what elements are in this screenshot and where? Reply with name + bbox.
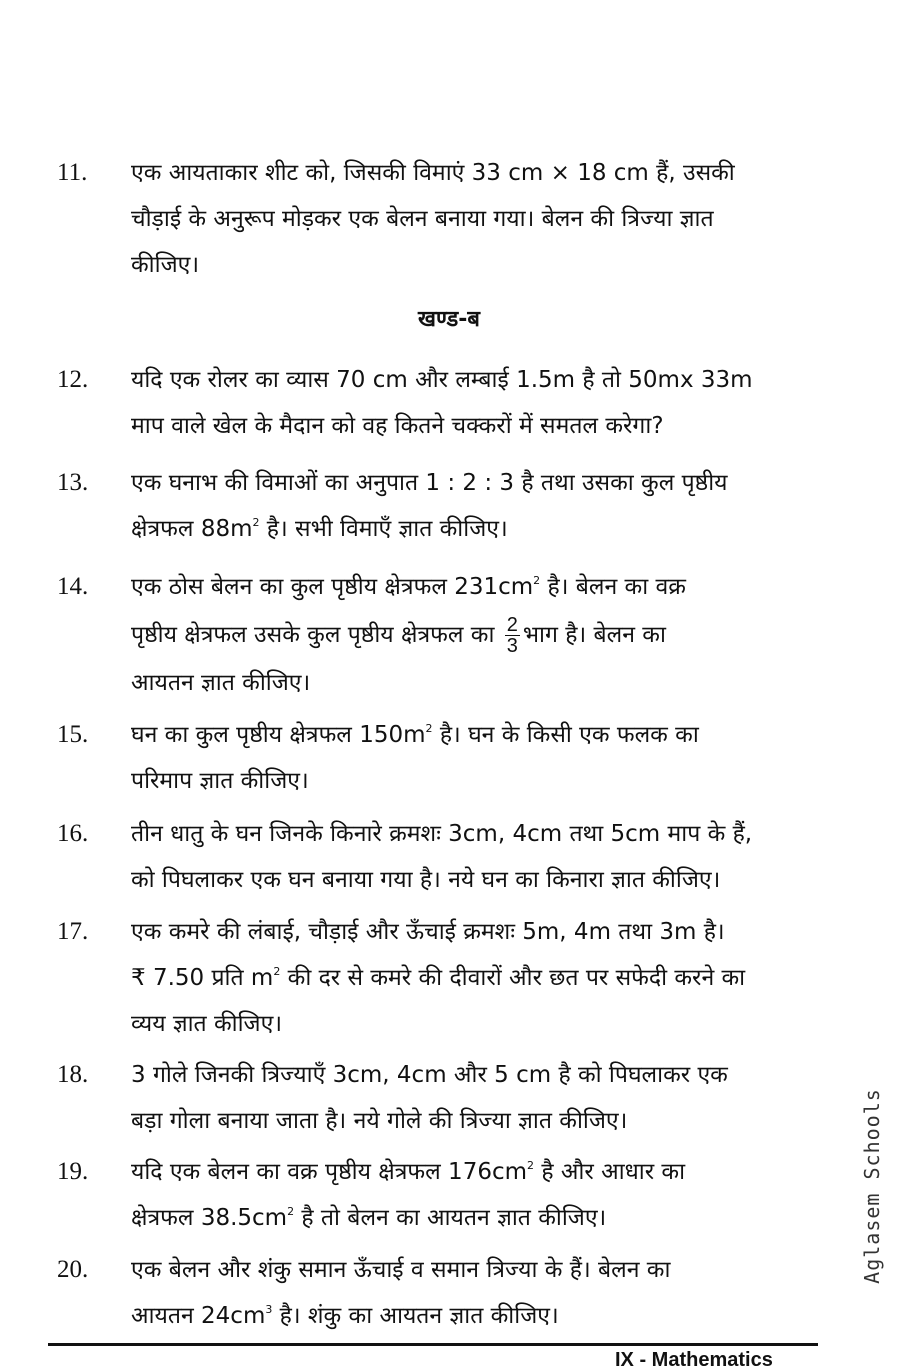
text-line: एक घनाभ की विमाओं का अनुपात 1 : 2 : 3 है तथा उसका कुल पृष्ठीय [131, 470, 728, 496]
section-heading: खण्ड-ब [418, 307, 480, 332]
text-line: ₹ 7.50 प्रति $m^2$ की दर से कमरे की दीवारों और छत पर सफेदी करने का [131, 965, 746, 991]
question-number: 15. [57, 721, 89, 748]
question-text [131, 1247, 811, 1339]
question-text [131, 357, 811, 449]
text-line: पृष्ठीय क्षेत्रफल उसके कुल पृष्ठीय क्षेत्रफल का $\frac{2}{3}$ भाग है। बेलन का [131, 614, 666, 657]
fraction: $\frac{2}{3}$ [506, 614, 518, 657]
question-text [131, 712, 811, 804]
question-text [131, 1052, 811, 1144]
text-line: माप वाले खेल के मैदान को वह कितने चक्करों में समतल करेगा? [131, 413, 664, 439]
text-line: एक कमरे की लंबाई, चौड़ाई और ऊँचाई क्रमशः 5m, 4m तथा 3m है। [131, 919, 725, 945]
question-number: 19. [57, 1158, 89, 1185]
text-line: आयतन ज्ञात कीजिए। [131, 670, 311, 696]
question-number: 16. [57, 820, 89, 847]
question-text [131, 1149, 811, 1241]
question-number: 12. [57, 366, 89, 393]
question-text [131, 150, 811, 288]
watermark-text: Aglasem Schools [860, 1088, 884, 1284]
question-number: 11. [57, 159, 88, 186]
text-line: घन का कुल पृष्ठीय क्षेत्रफल $150m^2$ है। घन के किसी एक फलक का [131, 722, 699, 748]
question-text [131, 811, 811, 903]
text-line: परिमाप ज्ञात कीजिए। [131, 768, 309, 794]
text-line: यदि एक बेलन का वक्र पृष्ठीय क्षेत्रफल $176cm^2$ है और आधार का [131, 1159, 686, 1185]
text-line: तीन धातु के घन जिनके किनारे क्रमशः 3cm, 4cm तथा 5cm माप के हैं, [131, 821, 753, 847]
question-number: 14. [57, 573, 89, 600]
text-line: क्षेत्रफल $88m^2$ है। सभी विमाएँ ज्ञात कीजिए। [131, 516, 508, 542]
text-line: आयतन $24cm^3$ है। शंकु का आयतन ज्ञात कीजिए। [131, 1303, 559, 1329]
text-line: चौड़ाई के अनुरूप मोड़कर एक बेलन बनाया गया। बेलन की त्रिज्या ज्ञात [131, 206, 714, 232]
question-number: 18. [57, 1061, 89, 1088]
question-text [131, 564, 811, 706]
text-line: क्षेत्रफल $38.5cm^2$ है तो बेलन का आयतन ज्ञात कीजिए। [131, 1205, 607, 1231]
text-line: एक बेलन और शंकु समान ऊँचाई व समान त्रिज्या के हैं। बेलन का [131, 1257, 671, 1283]
text-line: कीजिए। [131, 252, 200, 278]
text-line: एक आयताकार शीट को, जिसकी विमाएं 33 cm × 18 cm हैं, उसकी [131, 160, 735, 186]
question-number: 17. [57, 918, 89, 945]
text-line: एक ठोस बेलन का कुल पृष्ठीय क्षेत्रफल $231cm^2$ है। बेलन का वक्र [131, 574, 686, 600]
footer-text-cropped: IX - Mathematics [615, 1349, 773, 1371]
text-line: यदि एक रोलर का व्यास 70 cm और लम्बाई 1.5m है तो 50mx 33m [131, 367, 753, 393]
text-line: व्यय ज्ञात कीजिए। [131, 1011, 283, 1037]
text-line: बड़ा गोला बनाया जाता है। नये गोले की त्रिज्या ज्ञात कीजिए। [131, 1108, 628, 1134]
text-line: को पिघलाकर एक घन बनाया गया है। नये घन का किनारा ज्ञात कीजिए। [131, 867, 721, 893]
question-text [131, 460, 811, 552]
question-text [131, 909, 811, 1047]
question-number: 20. [57, 1256, 89, 1283]
question-number: 13. [57, 469, 89, 496]
text-line: 3 गोले जिनकी त्रिज्याएँ 3cm, 4cm और 5 cm है को पिघलाकर एक [131, 1062, 728, 1088]
